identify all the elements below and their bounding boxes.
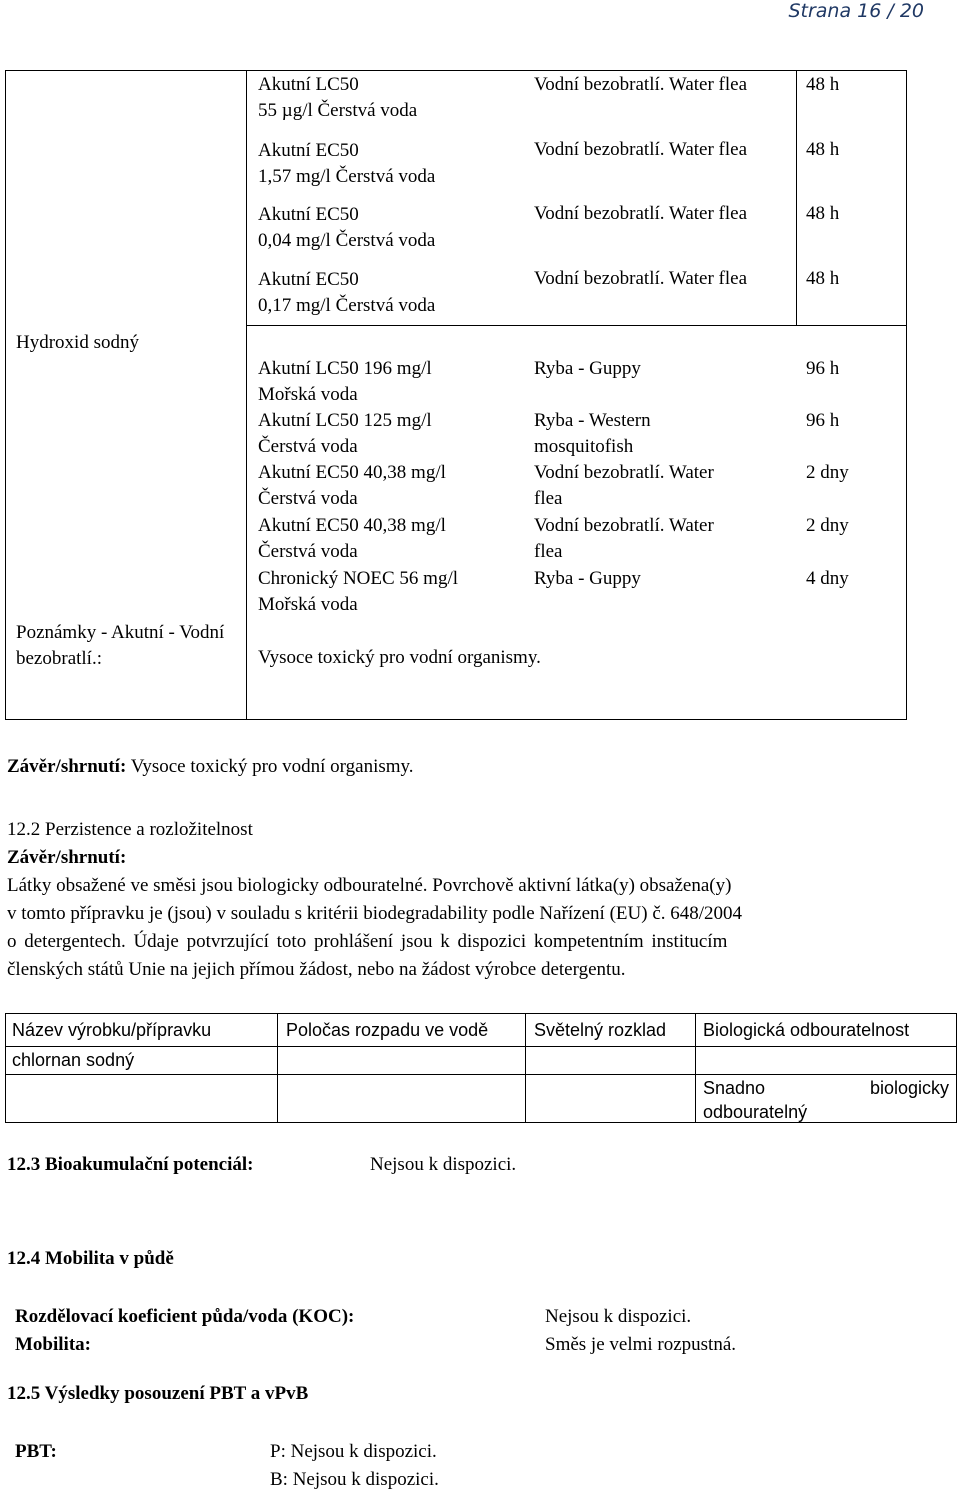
col-header-photolysis: Světelný rozklad <box>534 1020 667 1040</box>
paragraph-line: členských států Unie na jejich přímou žádost, nebo na žádost výrobce detergentu. <box>7 959 626 980</box>
table-row: Vodní bezobratlí. Water flea <box>534 515 714 562</box>
paragraph-line: o detergentech. Údaje potvrzující toto prohlášení jsou k dispozici kompetentním institucím <box>7 931 728 952</box>
table-row: 4 dny <box>806 568 849 589</box>
table-row: 48 h <box>806 74 840 95</box>
notes-label: Poznámky - Akutní - Vodní bezobratlí.: <box>16 622 225 669</box>
paragraph-line: Látky obsažené ve směsi jsou biologicky odbouratelné. Povrchově aktivní látka(y) obsažena(y) <box>7 875 732 896</box>
mobility-label: Mobilita: <box>15 1334 91 1355</box>
table-row: Akutní EC50 40,38 mg/l Čerstvá voda <box>258 462 446 509</box>
table-row: Akutní EC50 1,57 mg/l Čerstvá voda <box>258 140 436 187</box>
table-row: 48 h <box>806 268 840 289</box>
table-row: Akutní LC50 196 mg/l Mořská voda <box>258 358 432 405</box>
page-number: Strana 16 / 20 <box>788 0 924 22</box>
table-row: 2 dny <box>806 462 849 483</box>
section-12-2 <box>7 816 937 984</box>
table-divider <box>6 1046 956 1047</box>
table-row: Ryba - Western mosquitofish <box>534 410 651 457</box>
table-row: Vodní bezobratlí. Water flea <box>534 74 748 95</box>
pbt-label: PBT: <box>15 1441 57 1462</box>
koc-value: Nejsou k dispozici. <box>545 1306 692 1327</box>
koc-label: Rozdělovací koeficient půda/voda (KOC): <box>15 1306 355 1327</box>
table-row: 96 h <box>806 358 840 379</box>
biodegradability-value: Snadno biologicky odbouratelný <box>703 1078 949 1122</box>
table-divider <box>525 1014 526 1122</box>
table-divider <box>6 1074 956 1075</box>
paragraph-line: v tomto přípravku je (jsou) v souladu s kritérii biodegradability podle Nařízení (EU) č. 648/2004 <box>7 903 743 924</box>
table-row: Akutní LC50 125 mg/l Čerstvá voda <box>258 410 432 457</box>
table-divider <box>277 1014 278 1122</box>
col-header-halflife: Poločas rozpadu ve vodě <box>286 1020 489 1040</box>
section-12-3-label: 12.3 Bioakumulační potenciál: <box>7 1154 254 1175</box>
table-row: Chronický NOEC 56 mg/l Mořská voda <box>258 568 459 615</box>
col-header-product: Název výrobku/přípravku <box>12 1020 212 1040</box>
conclusion-label: Závěr/shrnutí: <box>7 847 127 868</box>
table-row: Akutní EC50 0,17 mg/l Čerstvá voda <box>258 269 436 316</box>
table-divider <box>796 70 797 325</box>
table-divider <box>246 325 907 326</box>
table-row: Ryba - Guppy <box>534 568 641 589</box>
degradability-table <box>5 1013 957 1123</box>
section-12-4-title: 12.4 Mobilita v půdě <box>7 1248 174 1269</box>
table-row: 2 dny <box>806 515 849 536</box>
conclusion-text: Vysoce toxický pro vodní organismy. <box>130 756 414 777</box>
table-row: Akutní LC50 55 µg/l Čerstvá voda <box>258 74 418 121</box>
p-value: P: Nejsou k dispozici. <box>270 1441 437 1462</box>
table-row: Akutní EC50 40,38 mg/l Čerstvá voda <box>258 515 446 562</box>
conclusion-label: Závěr/shrnutí: <box>7 756 127 777</box>
table-divider <box>695 1014 696 1122</box>
substance-name: Hydroxid sodný <box>16 332 139 353</box>
section-title: 12.2 Perzistence a rozložitelnost <box>7 819 253 840</box>
mobility-value: Směs je velmi rozpustná. <box>545 1334 737 1355</box>
table-row: Vodní bezobratlí. Water flea <box>534 139 748 160</box>
b-value: B: Nejsou k dispozici. <box>270 1469 439 1490</box>
table-row: Ryba - Guppy <box>534 358 641 379</box>
table-row: 48 h <box>806 203 840 224</box>
col-header-biodegradability: Biologická odbouratelnost <box>703 1020 910 1040</box>
section-12-5-title: 12.5 Výsledky posouzení PBT a vPvB <box>7 1383 309 1404</box>
product-name: chlornan sodný <box>12 1050 135 1070</box>
section-12-3-value: Nejsou k dispozici. <box>370 1154 517 1175</box>
table-row: 96 h <box>806 410 840 431</box>
table-row: Vodní bezobratlí. Water flea <box>534 268 748 289</box>
notes-value: Vysoce toxický pro vodní organismy. <box>258 647 541 668</box>
table-row: Vodní bezobratlí. Water flea <box>534 203 748 224</box>
table-row: Akutní EC50 0,04 mg/l Čerstvá voda <box>258 204 436 251</box>
table-row: Vodní bezobratlí. Water flea <box>534 462 714 509</box>
table-divider <box>246 70 247 720</box>
table-row: 48 h <box>806 139 840 160</box>
conclusion-line <box>7 754 414 780</box>
